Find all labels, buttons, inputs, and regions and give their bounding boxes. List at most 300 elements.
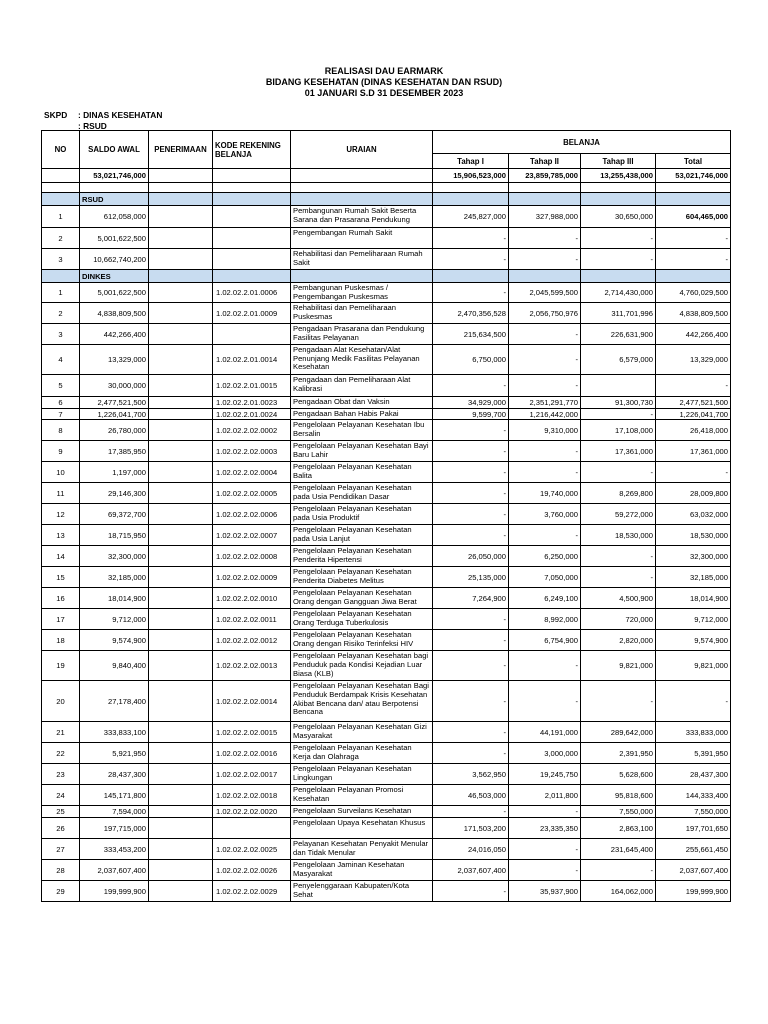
row-total: 18,014,900	[656, 588, 731, 609]
row-kode-rekening: 1.02.02.2.02.0014	[213, 681, 291, 722]
row-no: 27	[42, 839, 80, 860]
row-kode-rekening: 1.02.02.2.02.0010	[213, 588, 291, 609]
row-penerimaan	[149, 881, 213, 902]
table-row	[42, 441, 731, 462]
row-total: 144,333,400	[656, 785, 731, 806]
row-kode-rekening: 1.02.02.2.02.0012	[213, 630, 291, 651]
row-tahap-2: 2,351,291,770	[509, 397, 581, 409]
row-uraian: Rehabilitasi dan Pemeliharaan Rumah Sakit	[291, 249, 433, 270]
row-kode-rekening	[213, 228, 291, 249]
table-row	[42, 651, 731, 681]
row-uraian: Pengelolaan Pelayanan Kesehatan Orang dengan Risiko Terinfeksi HIV	[291, 630, 433, 651]
row-total: 18,530,000	[656, 525, 731, 546]
title-line-3: 01 JANUARI S.D 31 DESEMBER 2023	[304, 88, 464, 98]
row-total: 2,477,521,500	[656, 397, 731, 409]
row-total: 4,760,029,500	[656, 283, 731, 303]
row-penerimaan	[149, 462, 213, 483]
row-total: -	[656, 462, 731, 483]
row-penerimaan	[149, 397, 213, 409]
row-saldo-awal: 5,921,950	[80, 743, 149, 764]
table-row	[42, 722, 731, 743]
row-kode-rekening: 1.02.02.2.01.0023	[213, 397, 291, 409]
row-penerimaan	[149, 609, 213, 630]
row-tahap-1: 26,050,000	[433, 546, 509, 567]
row-total: 604,465,000	[656, 206, 731, 228]
row-tahap-2: 327,988,000	[509, 206, 581, 228]
row-tahap-3: -	[581, 546, 656, 567]
row-total: 26,418,000	[656, 420, 731, 441]
row-saldo-awal: 2,477,521,500	[80, 397, 149, 409]
row-tahap-3: 59,272,000	[581, 504, 656, 525]
table-row	[42, 303, 731, 324]
table-row	[42, 630, 731, 651]
row-no: 6	[42, 397, 80, 409]
row-tahap-2: 19,740,000	[509, 483, 581, 504]
table-row	[42, 818, 731, 839]
row-total: 28,009,800	[656, 483, 731, 504]
row-no: 4	[42, 345, 80, 375]
row-total: 255,661,450	[656, 839, 731, 860]
row-total: 2,037,607,400	[656, 860, 731, 881]
row-total: 1,226,041,700	[656, 408, 731, 420]
row-tahap-1: 245,827,000	[433, 206, 509, 228]
table-row	[42, 283, 731, 303]
row-kode-rekening: 1.02.02.2.01.0015	[213, 375, 291, 397]
row-kode-rekening: 1.02.02.2.02.0026	[213, 860, 291, 881]
row-tahap-2: 6,754,900	[509, 630, 581, 651]
row-total: 442,266,400	[656, 324, 731, 345]
row-kode-rekening: 1.02.02.2.02.0015	[213, 722, 291, 743]
row-penerimaan	[149, 681, 213, 722]
row-tahap-1: -	[433, 283, 509, 303]
row-uraian: Pengelolaan Pelayanan Kesehatan Penderita Hipertensi	[291, 546, 433, 567]
row-tahap-3: 289,642,000	[581, 722, 656, 743]
row-total: -	[656, 681, 731, 722]
row-tahap-2: 1,216,442,000	[509, 408, 581, 420]
row-tahap-3: 4,500,900	[581, 588, 656, 609]
row-tahap-3: 2,820,000	[581, 630, 656, 651]
row-no: 25	[42, 806, 80, 818]
row-saldo-awal: 18,014,900	[80, 588, 149, 609]
row-saldo-awal: 197,715,000	[80, 818, 149, 839]
row-tahap-1: 34,929,000	[433, 397, 509, 409]
header-kode-rekening: KODE REKENING BELANJA	[213, 131, 291, 169]
row-tahap-3: 9,821,000	[581, 651, 656, 681]
row-tahap-2: -	[509, 324, 581, 345]
row-uraian: Pelayanan Kesehatan Penyakit Menular dan Tidak Menular	[291, 839, 433, 860]
row-tahap-1: 2,037,607,400	[433, 860, 509, 881]
row-kode-rekening: 1.02.02.2.01.0006	[213, 283, 291, 303]
title-line-1: REALISASI DAU EARMARK	[324, 66, 444, 76]
row-uraian: Pengelolaan Pelayanan Kesehatan Lingkungan	[291, 764, 433, 785]
row-uraian: Rehabilitasi dan Pemeliharaan Puskesmas	[291, 303, 433, 324]
row-tahap-3: 17,361,000	[581, 441, 656, 462]
row-total: 28,437,300	[656, 764, 731, 785]
row-tahap-1: -	[433, 504, 509, 525]
row-tahap-3: -	[581, 681, 656, 722]
row-no: 17	[42, 609, 80, 630]
table-row	[42, 504, 731, 525]
report-title	[0, 66, 768, 99]
row-penerimaan	[149, 303, 213, 324]
row-total: 9,821,000	[656, 651, 731, 681]
row-tahap-3: -	[581, 567, 656, 588]
row-penerimaan	[149, 206, 213, 228]
table-row	[42, 375, 731, 397]
row-uraian: Pengadaan Bahan Habis Pakai	[291, 408, 433, 420]
row-tahap-3: -	[581, 228, 656, 249]
row-penerimaan	[149, 504, 213, 525]
row-tahap-1: -	[433, 681, 509, 722]
row-penerimaan	[149, 249, 213, 270]
row-penerimaan	[149, 441, 213, 462]
row-tahap-1: -	[433, 525, 509, 546]
row-penerimaan	[149, 806, 213, 818]
row-no: 1	[42, 283, 80, 303]
row-tahap-3: -	[581, 860, 656, 881]
row-tahap-2: 2,045,599,500	[509, 283, 581, 303]
row-tahap-1: 9,599,700	[433, 408, 509, 420]
table-row	[42, 839, 731, 860]
table-row	[42, 420, 731, 441]
skpd-label: SKPD	[44, 110, 68, 120]
row-penerimaan	[149, 345, 213, 375]
row-tahap-3: 17,108,000	[581, 420, 656, 441]
row-no: 3	[42, 249, 80, 270]
table-row	[42, 345, 731, 375]
row-penerimaan	[149, 283, 213, 303]
table-row	[42, 408, 731, 420]
row-penerimaan	[149, 408, 213, 420]
row-tahap-1: 171,503,200	[433, 818, 509, 839]
title-line-2: BIDANG KESEHATAN (DINAS KESEHATAN DAN RSUD)	[265, 77, 503, 87]
row-kode-rekening: 1.02.02.2.02.0018	[213, 785, 291, 806]
row-tahap-3: 2,714,430,000	[581, 283, 656, 303]
row-tahap-1: -	[433, 743, 509, 764]
row-kode-rekening: 1.02.02.2.02.0006	[213, 504, 291, 525]
row-saldo-awal: 29,146,300	[80, 483, 149, 504]
table-row	[42, 764, 731, 785]
row-kode-rekening: 1.02.02.2.01.0014	[213, 345, 291, 375]
row-tahap-2: 19,245,750	[509, 764, 581, 785]
row-tahap-2: 44,191,000	[509, 722, 581, 743]
row-penerimaan	[149, 839, 213, 860]
row-no: 20	[42, 681, 80, 722]
row-saldo-awal: 9,574,900	[80, 630, 149, 651]
row-uraian: Pengelolaan Pelayanan Kesehatan Kerja dan Olahraga	[291, 743, 433, 764]
row-uraian: Pengelolaan Pelayanan Kesehatan Orang dengan Gangguan Jiwa Berat	[291, 588, 433, 609]
row-tahap-3	[581, 375, 656, 397]
row-kode-rekening: 1.02.02.2.02.0020	[213, 806, 291, 818]
row-tahap-1: -	[433, 806, 509, 818]
row-no: 28	[42, 860, 80, 881]
header-uraian: URAIAN	[291, 131, 433, 169]
row-saldo-awal: 26,780,000	[80, 420, 149, 441]
row-no: 29	[42, 881, 80, 902]
row-no: 3	[42, 324, 80, 345]
row-saldo-awal: 333,833,100	[80, 722, 149, 743]
row-saldo-awal: 13,329,000	[80, 345, 149, 375]
row-penerimaan	[149, 228, 213, 249]
row-total: 199,999,900	[656, 881, 731, 902]
row-penerimaan	[149, 630, 213, 651]
row-uraian: Pengadaan Obat dan Vaksin	[291, 397, 433, 409]
row-kode-rekening: 1.02.02.2.02.0011	[213, 609, 291, 630]
row-tahap-1: 25,135,000	[433, 567, 509, 588]
row-total: 5,391,950	[656, 743, 731, 764]
row-kode-rekening: 1.02.02.2.02.0029	[213, 881, 291, 902]
row-tahap-3: 95,818,600	[581, 785, 656, 806]
row-kode-rekening: 1.02.02.2.02.0017	[213, 764, 291, 785]
row-kode-rekening	[213, 324, 291, 345]
row-penerimaan	[149, 567, 213, 588]
section-name: RSUD	[80, 193, 149, 206]
table-row	[42, 206, 731, 228]
table-row	[42, 860, 731, 881]
row-penerimaan	[149, 743, 213, 764]
table-row	[42, 397, 731, 409]
table-row	[42, 249, 731, 270]
header-tahap-3: Tahap III	[581, 154, 656, 169]
table-row	[42, 228, 731, 249]
skpd-value-dinkes: : DINAS KESEHATAN	[78, 110, 163, 120]
row-kode-rekening: 1.02.02.2.02.0007	[213, 525, 291, 546]
table-row	[42, 525, 731, 546]
row-penerimaan	[149, 324, 213, 345]
row-kode-rekening	[213, 206, 291, 228]
row-tahap-3: -	[581, 408, 656, 420]
row-tahap-3: 7,550,000	[581, 806, 656, 818]
row-kode-rekening: 1.02.02.2.02.0003	[213, 441, 291, 462]
row-tahap-1: -	[433, 722, 509, 743]
row-saldo-awal: 612,058,000	[80, 206, 149, 228]
row-no: 7	[42, 408, 80, 420]
row-total: 63,032,000	[656, 504, 731, 525]
row-kode-rekening: 1.02.02.2.02.0009	[213, 567, 291, 588]
row-no: 5	[42, 375, 80, 397]
row-no: 24	[42, 785, 80, 806]
header-total: Total	[656, 154, 731, 169]
section-row	[42, 270, 731, 283]
section-row	[42, 193, 731, 206]
row-uraian: Pengelolaan Pelayanan Kesehatan Bagi Penduduk Berdampak Krisis Kesehatan Akibat Bencana dan/ atau Berpotensi Bencana	[291, 681, 433, 722]
row-kode-rekening: 1.02.02.2.01.0024	[213, 408, 291, 420]
row-penerimaan	[149, 860, 213, 881]
row-tahap-2: -	[509, 228, 581, 249]
row-total: 17,361,000	[656, 441, 731, 462]
skpd-block	[44, 110, 162, 132]
header-penerimaan: PENERIMAAN	[149, 131, 213, 169]
row-tahap-2: -	[509, 375, 581, 397]
row-kode-rekening: 1.02.02.2.02.0005	[213, 483, 291, 504]
row-saldo-awal: 27,178,400	[80, 681, 149, 722]
row-no: 14	[42, 546, 80, 567]
row-tahap-1: -	[433, 249, 509, 270]
row-uraian: Pengelolaan Surveilans Kesehatan	[291, 806, 433, 818]
table-row	[42, 806, 731, 818]
row-no: 2	[42, 303, 80, 324]
row-kode-rekening: 1.02.02.2.02.0002	[213, 420, 291, 441]
row-saldo-awal: 18,715,950	[80, 525, 149, 546]
row-uraian: Pengelolaan Pelayanan Kesehatan Ibu Bersalin	[291, 420, 433, 441]
row-tahap-3: 2,863,100	[581, 818, 656, 839]
row-uraian: Pengelolaan Pelayanan Kesehatan Penderita Diabetes Melitus	[291, 567, 433, 588]
row-penerimaan	[149, 785, 213, 806]
row-saldo-awal: 32,185,000	[80, 567, 149, 588]
row-total: 32,185,000	[656, 567, 731, 588]
row-uraian: Pengelolaan Pelayanan Kesehatan Bayi Baru Lahir	[291, 441, 433, 462]
row-tahap-1: -	[433, 881, 509, 902]
row-no: 16	[42, 588, 80, 609]
row-penerimaan	[149, 375, 213, 397]
header-belanja: BELANJA	[433, 131, 731, 154]
row-total: 9,712,000	[656, 609, 731, 630]
row-tahap-2: -	[509, 249, 581, 270]
row-penerimaan	[149, 818, 213, 839]
row-saldo-awal: 199,999,900	[80, 881, 149, 902]
row-no: 18	[42, 630, 80, 651]
row-no: 9	[42, 441, 80, 462]
row-saldo-awal: 9,840,400	[80, 651, 149, 681]
row-tahap-2: 35,937,900	[509, 881, 581, 902]
spacer-row	[42, 183, 731, 193]
row-kode-rekening	[213, 818, 291, 839]
row-no: 26	[42, 818, 80, 839]
row-total: 9,574,900	[656, 630, 731, 651]
row-total: 32,300,000	[656, 546, 731, 567]
row-tahap-1: -	[433, 420, 509, 441]
row-no: 11	[42, 483, 80, 504]
row-kode-rekening: 1.02.02.2.02.0013	[213, 651, 291, 681]
row-uraian: Pengelolaan Pelayanan Kesehatan pada Usia Produktif	[291, 504, 433, 525]
row-tahap-1: -	[433, 630, 509, 651]
row-tahap-2: 8,992,000	[509, 609, 581, 630]
row-uraian: Pengembangan Rumah Sakit	[291, 228, 433, 249]
row-no: 8	[42, 420, 80, 441]
row-tahap-2: -	[509, 806, 581, 818]
row-tahap-3: 5,628,600	[581, 764, 656, 785]
row-penerimaan	[149, 420, 213, 441]
row-tahap-1: 215,634,500	[433, 324, 509, 345]
row-saldo-awal: 5,001,622,500	[80, 283, 149, 303]
row-saldo-awal: 2,037,607,400	[80, 860, 149, 881]
row-no: 23	[42, 764, 80, 785]
row-tahap-2: 3,760,000	[509, 504, 581, 525]
row-total: 333,833,000	[656, 722, 731, 743]
row-penerimaan	[149, 546, 213, 567]
row-uraian: Pengelolaan Pelayanan Kesehatan Orang Terduga Tuberkulosis	[291, 609, 433, 630]
totals-row	[42, 169, 731, 183]
row-no: 1	[42, 206, 80, 228]
row-penerimaan	[149, 525, 213, 546]
row-tahap-1: 2,470,356,528	[433, 303, 509, 324]
row-no: 12	[42, 504, 80, 525]
row-tahap-1: -	[433, 609, 509, 630]
row-kode-rekening: 1.02.02.2.01.0009	[213, 303, 291, 324]
row-uraian: Pengelolaan Pelayanan Kesehatan pada Usia Pendidikan Dasar	[291, 483, 433, 504]
table-row	[42, 588, 731, 609]
row-uraian: Pengadaan Alat Kesehatan/Alat Penunjang Medik Fasilitas Pelayanan Kesehatan	[291, 345, 433, 375]
row-saldo-awal: 145,171,800	[80, 785, 149, 806]
total-tahap-2: 23,859,785,000	[509, 169, 581, 183]
row-tahap-2: 6,249,100	[509, 588, 581, 609]
row-uraian: Pengelolaan Pelayanan Promosi Kesehatan	[291, 785, 433, 806]
row-kode-rekening	[213, 249, 291, 270]
row-kode-rekening: 1.02.02.2.02.0025	[213, 839, 291, 860]
row-saldo-awal: 1,197,000	[80, 462, 149, 483]
row-no: 15	[42, 567, 80, 588]
row-no: 2	[42, 228, 80, 249]
header-tahap-2: Tahap II	[509, 154, 581, 169]
row-penerimaan	[149, 483, 213, 504]
row-tahap-1: 3,562,950	[433, 764, 509, 785]
row-total: -	[656, 249, 731, 270]
row-uraian: Pengadaan Prasarana dan Pendukung Fasilitas Pelayanan	[291, 324, 433, 345]
row-kode-rekening: 1.02.02.2.02.0016	[213, 743, 291, 764]
row-uraian: Pengelolaan Pelayanan Kesehatan pada Usia Lanjut	[291, 525, 433, 546]
row-penerimaan	[149, 722, 213, 743]
row-uraian: Pembangunan Puskesmas / Pengembangan Puskesmas	[291, 283, 433, 303]
table-row	[42, 881, 731, 902]
table-row	[42, 609, 731, 630]
row-tahap-2: -	[509, 525, 581, 546]
row-uraian: Pembangunan Rumah Sakit Beserta Sarana dan Prasarana Pendukung	[291, 206, 433, 228]
row-total: 4,838,809,500	[656, 303, 731, 324]
row-saldo-awal: 4,838,809,500	[80, 303, 149, 324]
realisasi-table	[41, 130, 731, 902]
header-no: NO	[42, 131, 80, 169]
row-tahap-3: -	[581, 249, 656, 270]
table-body	[42, 169, 731, 902]
table-row	[42, 681, 731, 722]
row-tahap-2: 3,000,000	[509, 743, 581, 764]
row-tahap-3: 231,645,400	[581, 839, 656, 860]
row-no: 13	[42, 525, 80, 546]
row-saldo-awal: 32,300,000	[80, 546, 149, 567]
row-tahap-2: 6,250,000	[509, 546, 581, 567]
row-tahap-3: 8,269,800	[581, 483, 656, 504]
row-no: 19	[42, 651, 80, 681]
row-tahap-2: 2,056,750,976	[509, 303, 581, 324]
row-tahap-2: -	[509, 651, 581, 681]
row-tahap-2: -	[509, 462, 581, 483]
row-tahap-3: 91,300,730	[581, 397, 656, 409]
header-saldo-awal: SALDO AWAL	[80, 131, 149, 169]
row-no: 22	[42, 743, 80, 764]
table-row	[42, 462, 731, 483]
row-tahap-1: 46,503,000	[433, 785, 509, 806]
row-saldo-awal: 30,000,000	[80, 375, 149, 397]
row-saldo-awal: 9,712,000	[80, 609, 149, 630]
row-tahap-1: -	[433, 483, 509, 504]
table-row	[42, 324, 731, 345]
row-kode-rekening: 1.02.02.2.02.0008	[213, 546, 291, 567]
row-tahap-1: -	[433, 441, 509, 462]
row-saldo-awal: 5,001,622,500	[80, 228, 149, 249]
row-uraian: Pengelolaan Jaminan Kesehatan Masyarakat	[291, 860, 433, 881]
row-total: 13,329,000	[656, 345, 731, 375]
table-row	[42, 546, 731, 567]
row-tahap-2: -	[509, 860, 581, 881]
row-total: 7,550,000	[656, 806, 731, 818]
table-row	[42, 483, 731, 504]
row-no: 21	[42, 722, 80, 743]
total-tahap-1: 15,906,523,000	[433, 169, 509, 183]
row-tahap-1: 7,264,900	[433, 588, 509, 609]
row-saldo-awal: 10,662,740,200	[80, 249, 149, 270]
row-saldo-awal: 17,385,950	[80, 441, 149, 462]
total-total: 53,021,746,000	[656, 169, 731, 183]
